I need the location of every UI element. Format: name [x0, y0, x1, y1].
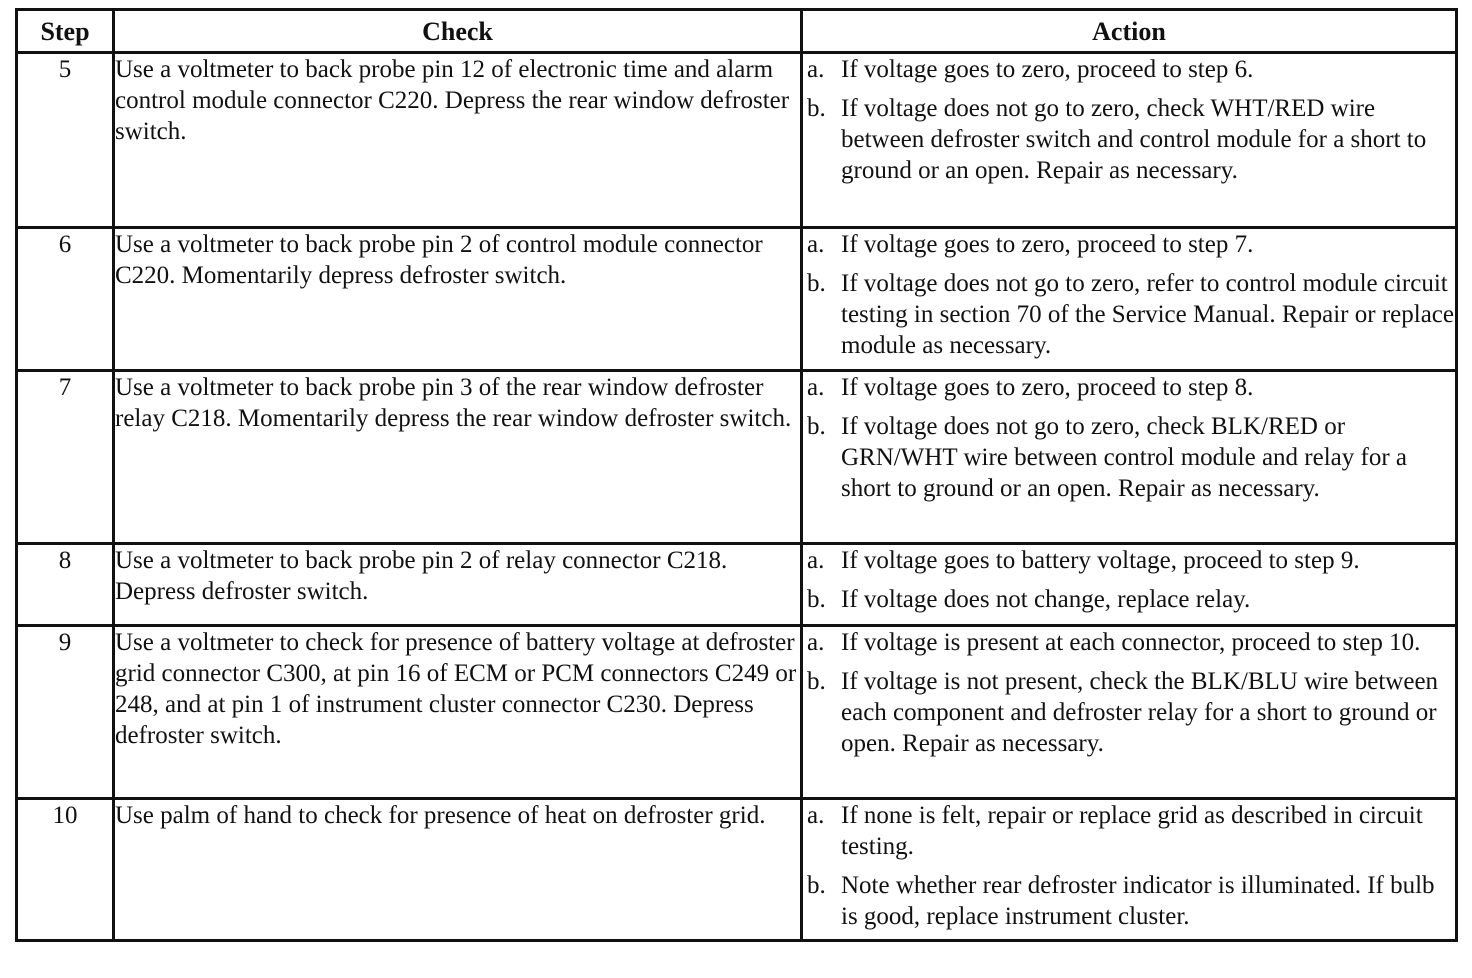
diagnostic-table: [15, 8, 1458, 942]
action-letter: a.: [807, 231, 825, 258]
action-item: [803, 584, 1455, 615]
table-row: [17, 371, 1457, 544]
step-number: 10: [17, 799, 114, 941]
check-text: Use a voltmeter to back probe pin 3 of the rear window defroster relay C218. Momentarily depress the rear window defroster switch.: [114, 371, 802, 544]
action-text: If voltage does not go to zero, check BLK/RED or GRN/WHT wire between control module and relay for a short to ground or an open. Repair as necessary.: [841, 413, 1408, 502]
header-check: Check: [114, 10, 802, 53]
action-text: If none is felt, repair or replace grid as described in circuit testing.: [841, 802, 1423, 860]
check-text: Use a voltmeter to back probe pin 12 of electronic time and alarm control module connector C220. Depress the rear window defroster switch.: [114, 53, 802, 228]
header-row: [17, 10, 1457, 53]
action-letter: a.: [807, 56, 825, 83]
action-item: [803, 93, 1455, 186]
header-step: Step: [17, 10, 114, 53]
action-item: [803, 545, 1455, 576]
action-text: If voltage goes to zero, proceed to step 7.: [841, 231, 1254, 258]
check-text: Use a voltmeter to back probe pin 2 of relay connector C218. Depress defroster switch.: [114, 544, 802, 626]
step-number: 5: [17, 53, 114, 228]
action-item: [803, 54, 1455, 85]
table-row: [17, 626, 1457, 799]
action-item: [803, 800, 1455, 862]
action-text: If voltage goes to zero, proceed to step 8.: [841, 374, 1254, 401]
action-letter: b.: [807, 95, 826, 122]
action-item: [803, 666, 1455, 759]
action-text: If voltage goes to battery voltage, proceed to step 9.: [841, 547, 1360, 574]
table-row: [17, 544, 1457, 626]
action-letter: a.: [807, 374, 825, 401]
step-number: 6: [17, 228, 114, 371]
table-row: [17, 53, 1457, 228]
action-text: Note whether rear defroster indicator is illuminated. If bulb is good, replace instrument cluster.: [841, 872, 1435, 930]
action-cell: [802, 626, 1457, 799]
action-item: [803, 372, 1455, 403]
action-letter: b.: [807, 872, 826, 899]
table-row: [17, 228, 1457, 371]
action-item: [803, 411, 1455, 504]
action-text: If voltage does not go to zero, check WHT/RED wire between defroster switch and control module for a short to ground or an open. Repair as necessary.: [841, 95, 1427, 184]
action-letter: b.: [807, 413, 826, 440]
action-cell: [802, 53, 1457, 228]
action-item: [803, 268, 1455, 361]
action-text: If voltage does not change, replace relay.: [841, 586, 1251, 613]
action-text: If voltage is not present, check the BLK/BLU wire between each component and defroster relay for a short to ground or open. Repair as necessary.: [841, 668, 1439, 757]
step-number: 7: [17, 371, 114, 544]
action-text: If voltage goes to zero, proceed to step 6.: [841, 56, 1254, 83]
action-cell: [802, 228, 1457, 371]
action-item: [803, 229, 1455, 260]
action-letter: a.: [807, 802, 825, 829]
check-text: Use a voltmeter to back probe pin 2 of control module connector C220. Momentarily depress defroster switch.: [114, 228, 802, 371]
action-text: If voltage is present at each connector, proceed to step 10.: [841, 629, 1421, 656]
action-letter: a.: [807, 547, 825, 574]
check-text: Use palm of hand to check for presence of heat on defroster grid.: [114, 799, 802, 941]
action-text: If voltage does not go to zero, refer to control module circuit testing in section 70 of the Service Manual. Repair or replace module as necessary.: [841, 270, 1454, 359]
table-row: [17, 799, 1457, 941]
action-letter: b.: [807, 586, 826, 613]
action-letter: b.: [807, 270, 826, 297]
action-cell: [802, 371, 1457, 544]
step-number: 8: [17, 544, 114, 626]
check-text: Use a voltmeter to check for presence of battery voltage at defroster grid connector C300, at pin 16 of ECM or PCM connectors C249 or 248, and at pin 1 of instrument cluster connector C230. Depress defroster switch.: [114, 626, 802, 799]
action-cell: [802, 799, 1457, 941]
action-cell: [802, 544, 1457, 626]
header-action: Action: [802, 10, 1457, 53]
action-item: [803, 870, 1455, 932]
action-letter: b.: [807, 668, 826, 695]
action-item: [803, 627, 1455, 658]
step-number: 9: [17, 626, 114, 799]
action-letter: a.: [807, 629, 825, 656]
